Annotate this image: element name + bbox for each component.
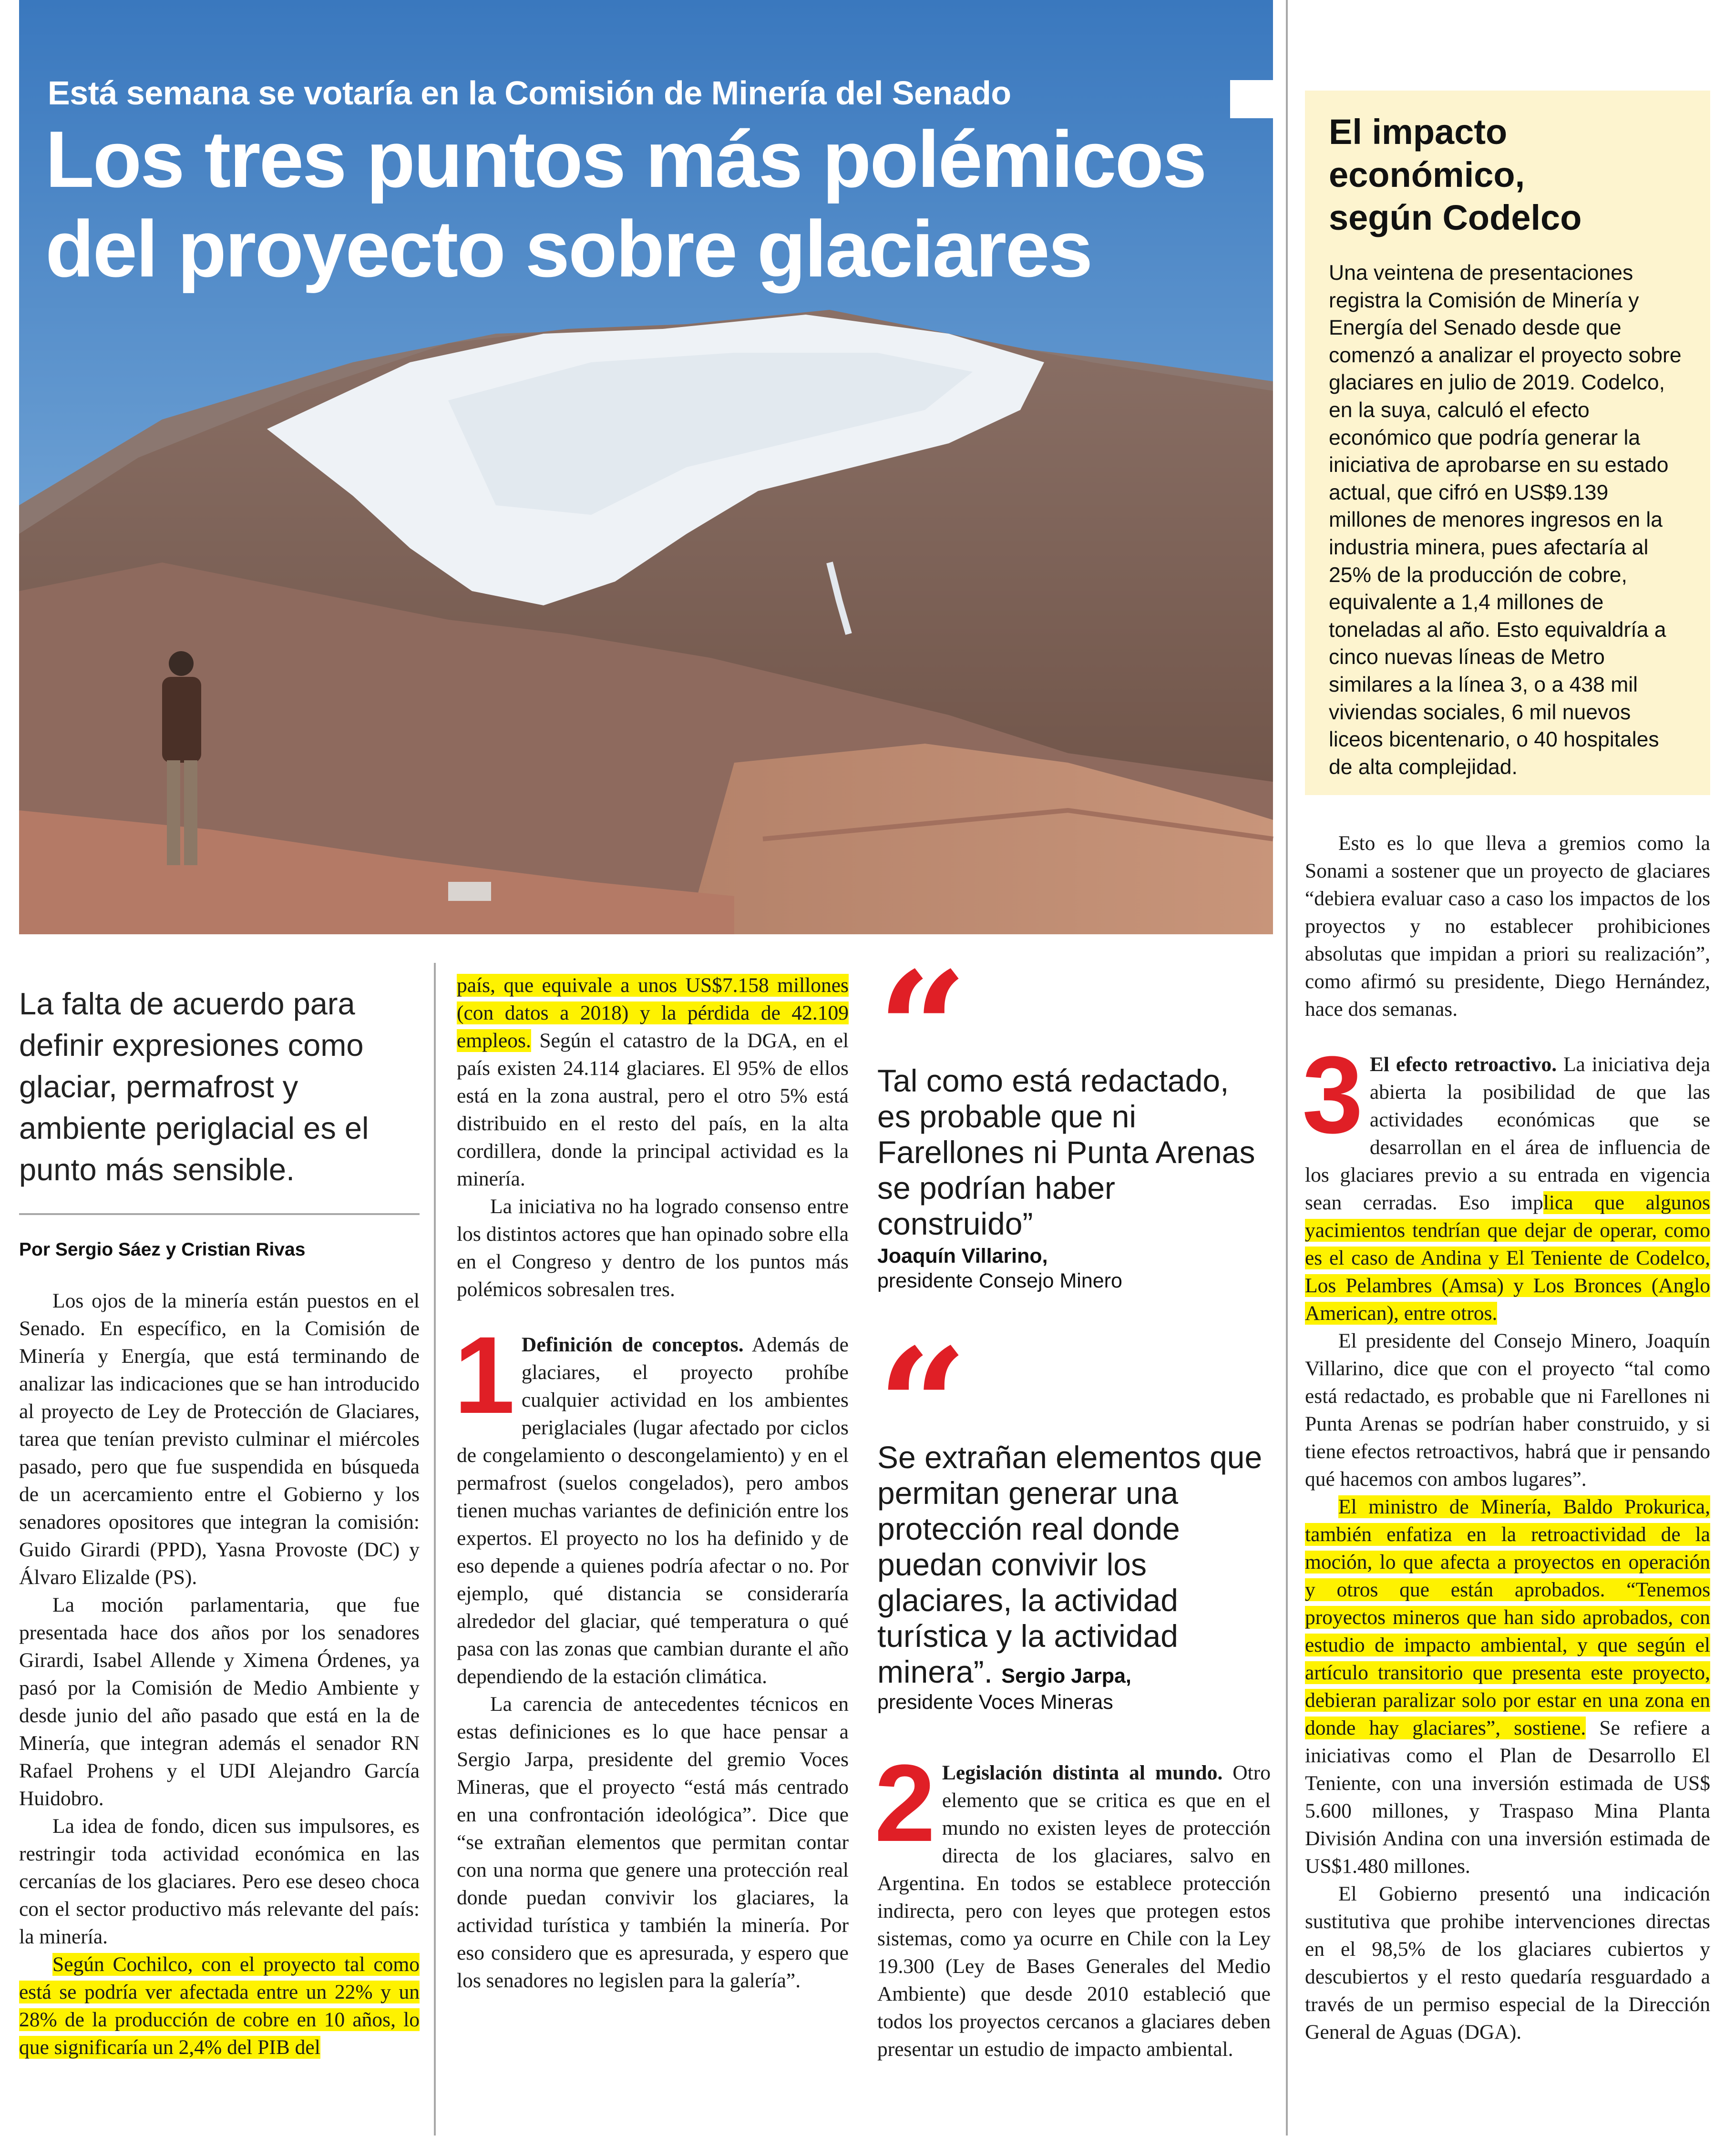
paragraph-text: Según el catastro de la DGA, en el país existen 24.114 glaciares. El 95% de ellos está en la zona austral, pero el otro 5% está distribuido en el resto del país, en la alta cordillera, donde la principal actividad es la minería. — [457, 1029, 849, 1190]
sidebar-title-line-3: según Codelco — [1329, 198, 1582, 237]
paragraph-highlighted — [19, 1951, 420, 2061]
paragraph: La iniciativa no ha logrado consenso entre los distintos actores que han opinado sobre ella en el Congreso y dentro de los puntos más polémicos sobresalen tres. — [457, 1195, 849, 1301]
point-2 — [874, 1742, 1271, 2063]
sidebar-title — [1329, 111, 1686, 239]
article-column-4 — [1302, 829, 1710, 2046]
point-number: 2 — [874, 1742, 935, 1864]
article-column-1 — [19, 1287, 420, 2061]
header-tab — [1230, 80, 1283, 118]
highlight: El ministro de Minería, Baldo Prokurica, también enfatiza en la retroactividad de la moción, lo que afecta a proyectos en operación y otros que están aprobados. “Tenemos proyectos mineros que han sido aprobados, con estudio de impacto ambiental, y que según el artículo transitorio que presenta este proyecto, debieran paralizar solo por estar en una zona en donde hay glaciares”, sostiene. — [1305, 1495, 1710, 1739]
quote-text: Tal como está redactado, es probable que ni Farellones ni Punta Arenas se podrían haber construido” — [877, 1063, 1255, 1241]
sidebar-box — [1305, 91, 1710, 795]
paragraph: El presidente del Consejo Minero, Joaquín Villarino, dice que con el proyecto “tal como está redactado, es probable que ni Farellones ni Punta Arenas se podrían haber construido, y si tiene efectos retroactivos, habrá que ir pensando qué hacemos con ambos lugares”. — [1305, 1329, 1710, 1491]
point-title: El efecto retroactivo. — [1369, 1053, 1557, 1076]
sidebar-title-line-1: El impacto — [1329, 112, 1508, 152]
paragraph — [457, 971, 849, 1193]
paragraph-text: Se refiere a iniciativas como el Plan de Desarrollo El Teniente, con una inversión estimada de US$ 5.600 millones, y Traspaso Mina Planta División Andina con una inversión estimada de US$1.480 millones. — [1305, 1717, 1710, 1878]
byline: Por Sergio Sáez y Cristian Rivas — [19, 1239, 306, 1260]
paragraph: La idea de fondo, dicen sus impulsores, es restringir toda actividad económica en las cercanías de los glaciares. Pero ese deseo choca con el sector productivo más relevante del país: la minería. — [19, 1815, 420, 1948]
lead-summary: La falta de acuerdo para definir expresiones como glaciar, permafrost y ambiente periglacial es el punto más sensible. — [19, 986, 369, 1187]
headline-line-2: del proyecto sobre glaciares — [45, 204, 1092, 294]
point-number: 1 — [454, 1314, 515, 1436]
highlight: Según Cochilco, con el proyecto tal como está se podría ver afectada entre un 22% y un 28% de la producción de cobre en 10 años, lo que significaría un 2,4% del PIB del — [19, 1953, 420, 2059]
point-body: Además de glaciares, el proyecto prohíbe cualquier actividad en los ambientes periglaciales (lugar afectado por ciclos de congelamiento o descongelamiento) y en el permafrost (suelos congelados), pero ambos tienen muchas variantes de definición entre los expertos. El proyecto no los ha definido y de eso depende a quienes podría afectar o no. Por ejemplo, qué distancia se consideraría alrededor del glaciar, qué temperatura o qué pasa con las zonas que cambian durante el año dependiendo de la estación climática. — [457, 1333, 849, 1688]
kicker: Está semana se votaría en la Comisión de Minería del Senado — [48, 74, 1011, 112]
pull-quote-1 — [877, 937, 1268, 1293]
article-column-2 — [454, 971, 849, 1994]
paragraph: Los ojos de la minería están puestos en el Senado. En específico, en la Comisión de Minería y Energía, que está terminando de analizar las indicaciones que se han introducido al proyecto de Ley de Protección de Glaciares, tarea que tenían previsto culminar el miércoles pasado, pero que fue suspendida en búsqueda de un acercamiento entre el Gobierno y los senadores opositores que integran la comisión: Guido Girardi (PPD), Yasna Provoste (DC) y Álvaro Elizalde (PS). — [19, 1289, 420, 1589]
headline — [45, 114, 1261, 294]
quote-mark-icon: “ — [877, 937, 968, 1122]
highlight: lica que algunos yacimientos tendrían que dejar de operar, como es el caso de Andina y El Teniente de Codelco, Los Pelambres (Amsa) y Los Bronces (Anglo American), entre otros. — [1305, 1191, 1710, 1325]
quote-author: Joaquín Villarino, — [877, 1245, 1048, 1267]
quote-text — [877, 1440, 1273, 1690]
point-body: La iniciativa deja abierta la posibilidad de que las actividades económicas que se desarrollan en el área de influencia de los glaciares previo a su entrada en vigencia sean cerradas. Eso imp — [1305, 1053, 1710, 1214]
quote-author-role: presidente Consejo Minero — [877, 1269, 1122, 1292]
point-title: Legislación distinta al mundo. — [942, 1761, 1223, 1784]
quote-mark-icon: “ — [877, 1314, 968, 1499]
sidebar-body: Una veintena de presentaciones registra la Comisión de Minería y Energía del Senado desde que comenzó a analizar el proyecto sobre glaciares en julio de 2019. Codelco, en la suya, calculó el efecto económico que podría generar la iniciativa de aprobarse en su estado actual, que cifró en US$9.139 millones de menores ingresos en la industria minera, pues afectaría al 25% de la producción de cobre, equivalente a 1,4 millones de toneladas al año. Esto equivaldría a cinco nuevas líneas de Metro similares a la línea 3, o a 438 mil viviendas sociales, 6 mil nuevos liceos bicentenario, o 40 hospitales de alta complejidad. — [1329, 261, 1682, 779]
pull-quote-2 — [877, 1314, 1273, 1715]
paragraph: La moción parlamentaria, que fue presentada hace dos años por los senadores Girardi, Isabel Allende y Ximena Órdenes, ya pasó por la Comisión de Medio Ambiente y desde junio del año pasado que está en la de Minería, que integran además el senador RN Rafael Prohens y el UDI Alejandro García Huidobro. — [19, 1594, 420, 1810]
headline-line-1: Los tres puntos más polémicos — [45, 114, 1206, 204]
point-1 — [454, 1314, 849, 1690]
point-title: Definición de conceptos. — [521, 1333, 744, 1356]
lead-divider — [19, 1213, 420, 1215]
article-column-3 — [874, 1742, 1271, 2063]
quote-author: Sergio Jarpa, — [1001, 1665, 1131, 1687]
point-3 — [1302, 1033, 1710, 1327]
quote-text-body: Se extrañan elementos que permitan generar una protección real donde puedan convivir los glaciares, la actividad turística y la actividad minera”. — [877, 1440, 1263, 1689]
paragraph: Esto es lo que lleva a gremios como la Sonami a sostener que un proyecto de glaciares “debiera evaluar caso a caso los impactos de los proyectos y no establecer prohibiciones absolutas que impidan a priori su realización”, como afirmó su presidente, Diego Hernández, hace dos semanas. — [1305, 832, 1710, 1021]
column-divider — [434, 963, 436, 2136]
quote-author-role: presidente Voces Mineras — [877, 1691, 1113, 1714]
highlight: país, que equivale a unos US$7.158 millones (con datos a 2018) y la pérdida de 42.109 empleos. — [457, 974, 849, 1052]
column-divider — [1286, 0, 1288, 934]
point-body: Otro elemento que se critica es que en el mundo no existen leyes de protección directa de los glaciares, salvo en Argentina. En todos se establece protección indirecta, pero con leyes que protegen estos sistemas, como ya ocurre en Chile con la Ley 19.300 (Ley de Bases Generales del Medio Ambiente) que desde 2010 estableció que todos los proyectos cercanos a glaciares deben presentar un estudio de impacto ambiental. — [877, 1761, 1271, 2061]
column-divider — [1286, 810, 1288, 2136]
sidebar-title-line-2: económico, — [1329, 155, 1525, 194]
point-number: 3 — [1302, 1033, 1363, 1156]
paragraph: La carencia de antecedentes técnicos en estas definiciones es lo que hace pensar a Sergio Jarpa, presidente del gremio Voces Mineras, que el proyecto “está más centrado en una confrontación ideológica”. Dice que “se extrañan elementos que permitan contar con una norma que genere una protección real donde puedan convivir los glaciares, la actividad turística y también la minería. Por eso considero que es apresurada, y espero que los senadores no legislen para la galería”. — [457, 1693, 849, 1992]
paragraph: El Gobierno presentó una indicación sustitutiva que prohibe intervenciones directas en el 98,5% de los glaciares cubiertos y descubiertos y el resto quedaría resguardado a través de un permiso especial de la Dirección General de Aguas (DGA). — [1305, 1882, 1710, 2044]
paragraph — [1305, 1493, 1710, 1880]
